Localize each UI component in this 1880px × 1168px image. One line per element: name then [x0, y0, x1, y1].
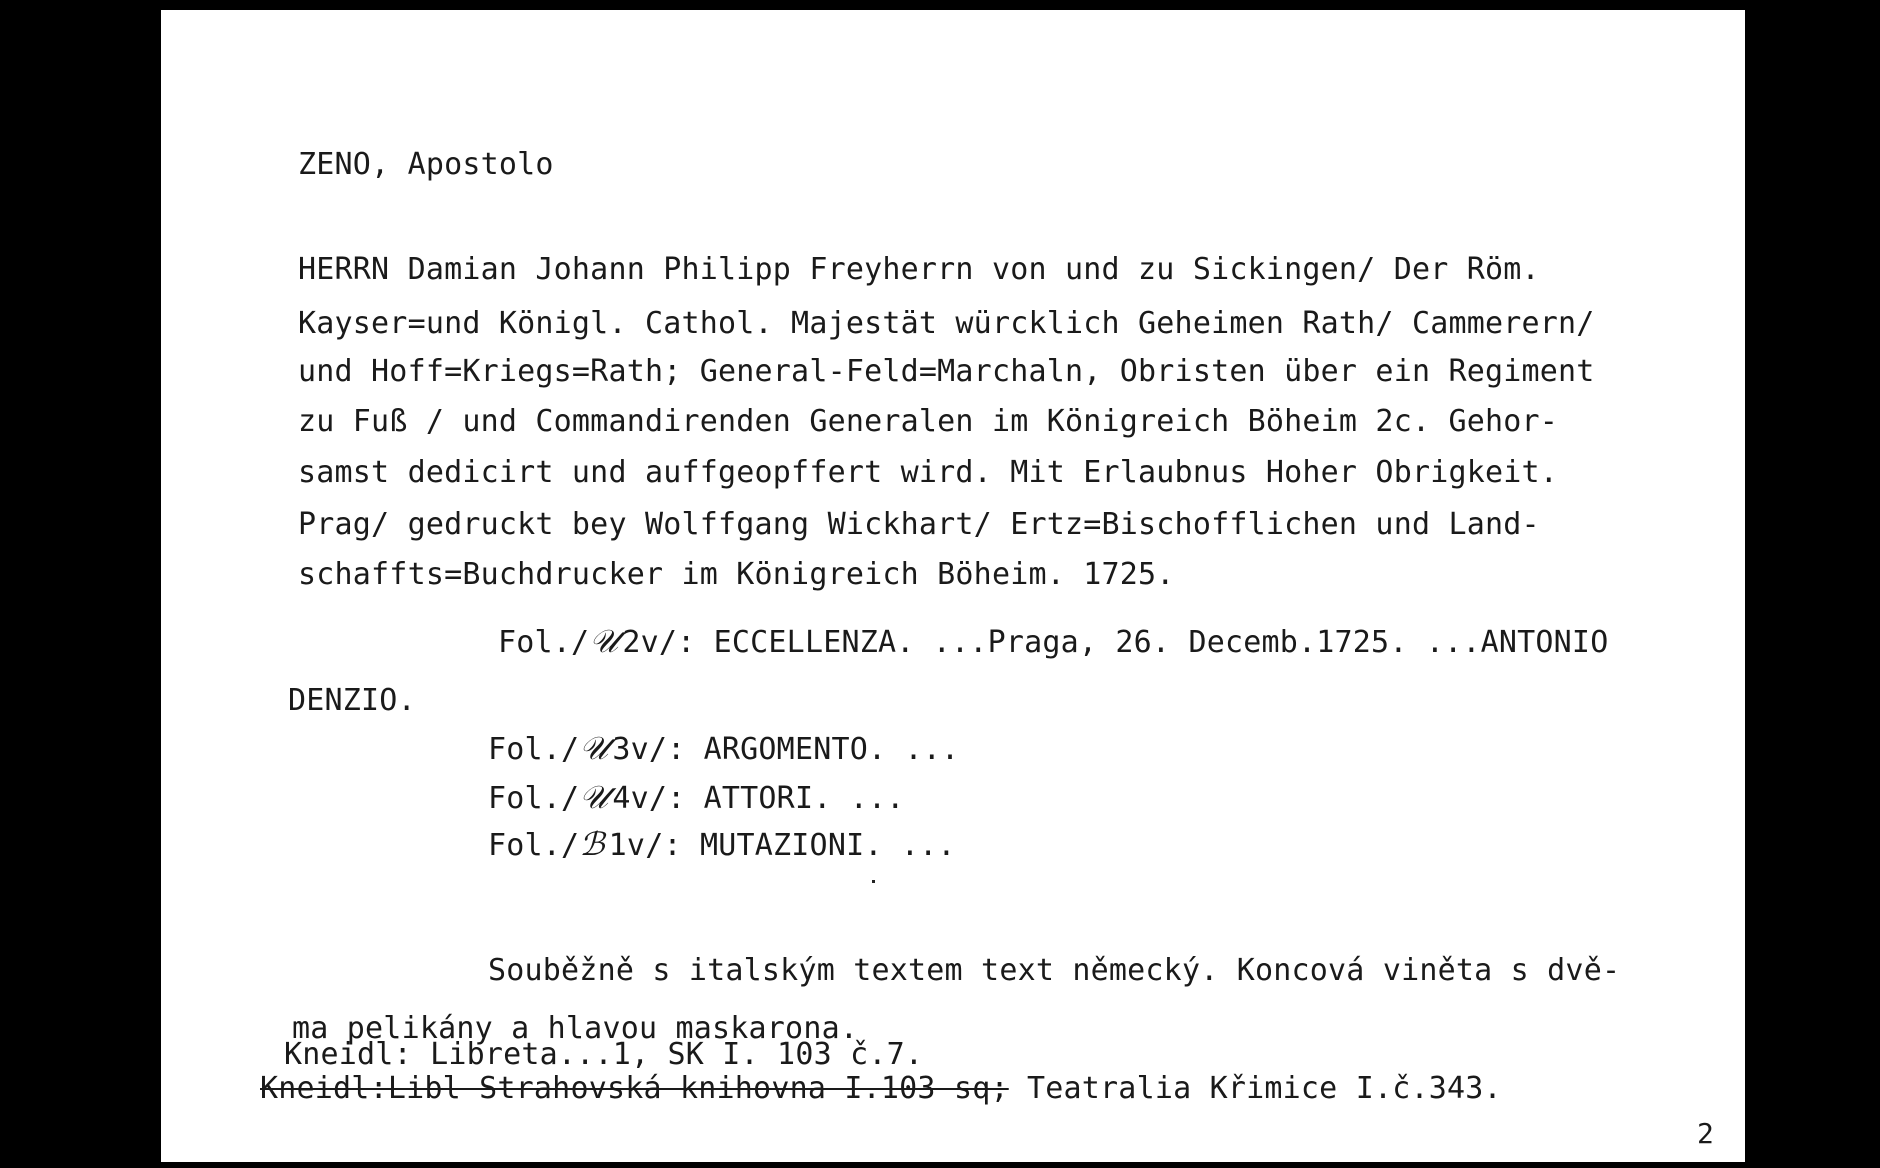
body-line-4: zu Fuß / und Commandirenden Generalen im Königreich Böheim 2c. Gehor- [298, 404, 1559, 439]
ink-speck [872, 880, 875, 883]
body-line-7: schaffts=Buchdrucker im Königreich Böheim. 1725. [298, 557, 1175, 592]
folio-text: ARGOMENTO. ... [703, 732, 960, 767]
folio-text: ATTORI. ... [703, 781, 905, 816]
catalog-card [161, 10, 1745, 1162]
card-heading: ZENO, Apostolo [298, 147, 554, 182]
folio-text: MUTAZIONI. ... [699, 828, 956, 863]
handwritten-folio-mark: 𝒰 [589, 622, 619, 660]
folio-prefix: Fol./ [488, 732, 580, 767]
handwritten-folio-mark: 𝒰 [579, 778, 609, 816]
reference-line: Kneidl: Libreta...1, SK I. 103 č.7. [284, 1037, 924, 1072]
body-line-2: Kayser=und Königl. Cathol. Majestät würcklich Geheimen Rath/ Cammerern/ [298, 306, 1595, 341]
folio-continuation: DENZIO. [288, 683, 416, 718]
folio-text: ECCELLENZA. ...Praga, 26. Decemb.1725. ...ANTONIO [713, 625, 1609, 660]
folio-line-1 [498, 622, 1609, 660]
folio-ref: 1v/: [608, 828, 682, 863]
folio-line-4 [488, 825, 956, 863]
folio-ref: 2v/: [622, 625, 696, 660]
body-line-6: Prag/ gedruckt bey Wolffgang Wickhart/ Ertz=Bischofflichen und Land- [298, 507, 1540, 542]
reference-tail: Teatralia Křimice I.č.343. [1027, 1071, 1502, 1106]
folio-line-2 [488, 729, 960, 767]
handwritten-folio-mark: 𝒰 [579, 729, 609, 767]
body-line-1: HERRN Damian Johann Philipp Freyherrn von und zu Sickingen/ Der Röm. [298, 252, 1540, 287]
struck-reference: Kneidl:Libl Strahovská knihovna I.103 sq; [260, 1071, 1009, 1106]
folio-ref: 4v/: [612, 781, 686, 816]
folio-line-3 [488, 778, 905, 816]
folio-prefix: Fol./ [488, 828, 580, 863]
note-line-2: ma pelikány a hlavou maskarona. [292, 1011, 859, 1046]
folio-prefix: Fol./ [498, 625, 590, 660]
page-number: 2 [1697, 1117, 1715, 1150]
handwritten-folio-mark: ℬ [579, 825, 605, 863]
folio-prefix: Fol./ [488, 781, 580, 816]
body-line-5: samst dedicirt und auffgeopffert wird. Mit Erlaubnus Hoher Obrigkeit. [298, 455, 1559, 490]
folio-ref: 3v/: [612, 732, 686, 767]
reference-line-2 [260, 1071, 1502, 1106]
body-line-3: und Hoff=Kriegs=Rath; General-Feld=Marchaln, Obristen über ein Regiment [298, 354, 1595, 389]
note-line-1: Souběžně s italským textem text německý. Koncová viněta s dvě- [488, 953, 1621, 988]
